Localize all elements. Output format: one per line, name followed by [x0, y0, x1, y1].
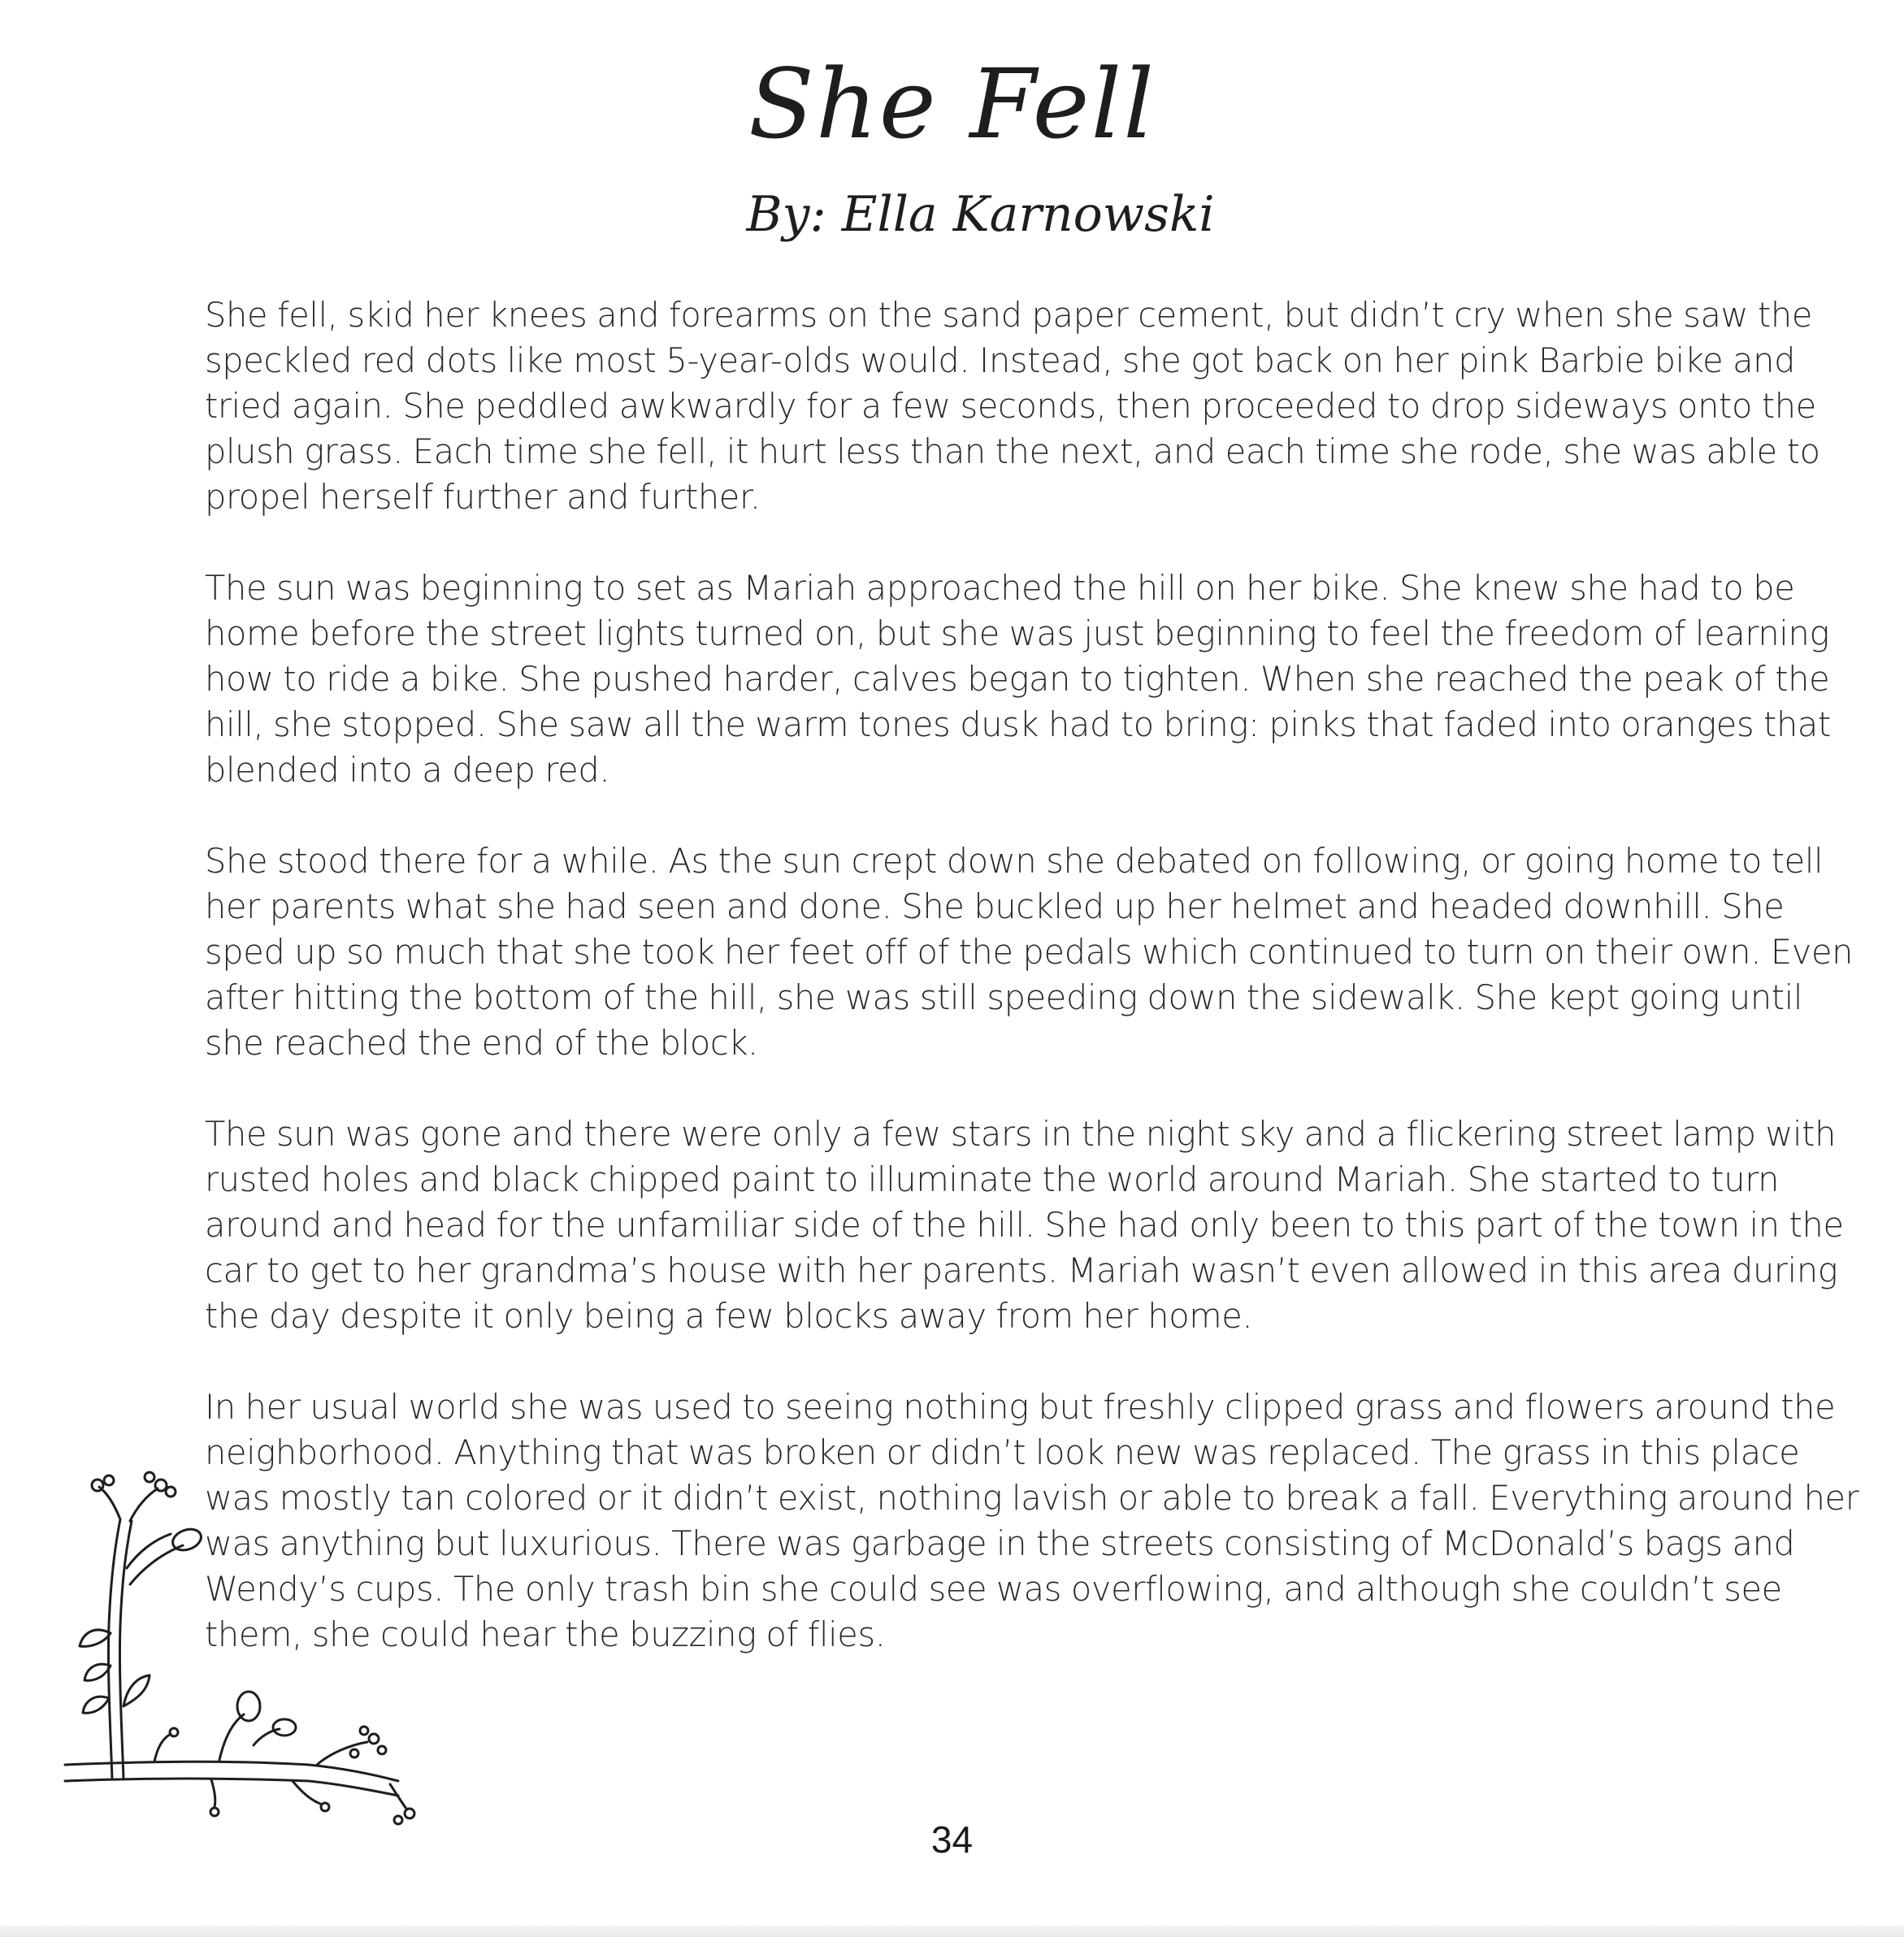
paragraph-4: The sun was gone and there were only a few stars in the night sky and a flickering street lamp with rusted holes and black chipped paint to illuminate the world around Mariah. She started to turn around and head for the unfamiliar side of the hill. She had only been to this part of the town in the car to get to her grandma’s house with her parents. Mariah wasn’t even allowed in this area during the day despite it only being a few blocks away from her home. — [205, 1114, 1844, 1336]
page-bottom-edge — [0, 1926, 1904, 1937]
paragraph-3: She stood there for a while. As the sun crept down she debated on following, or going home to tell her parents what she had seen and done. She buckled up her helmet and headed downhill. She sped up so much that she took her feet off of the pedals which continued to turn on their own. Even after hitting the bottom of the hill, she was still speeding down the sidewalk. She kept going until she reached the end of the block. — [205, 841, 1854, 1063]
paragraph-2: The sun was beginning to set as Mariah approached the hill on her bike. She knew she had to be home before the street lights turned on, but she was just beginning to feel the freedom of learning how to ride a bike. She pushed harder, calves began to tighten. When she reached the peak of the hill, she stopped. She saw all the warm tones dusk had to bring: pinks that faded into oranges that blended into a deep red. — [205, 568, 1831, 790]
story-body — [205, 292, 1871, 1703]
paragraph-5: In her usual world she was used to seeing nothing but freshly clipped grass and flowers around the neighborhood. Anything that was broken or didn’t look new was replaced. The grass in this place was mostly tan colored or it didn’t exist, nothing lavish or able to break a fall. Everything around her was anything but luxurious. There was garbage in the streets consisting of McDonald’s bags and Wendy’s cups. The only trash bin she could see was overflowing, and although she couldn’t see them, she could hear the buzzing of flies. — [205, 1387, 1859, 1654]
story-byline: By: Ella Karnowski — [746, 186, 1215, 243]
vine-branch-drawing-icon — [49, 1462, 431, 1836]
page-number: 34 — [930, 1818, 974, 1861]
paragraph-1: She fell, skid her knees and forearms on the sand paper cement, but didn’t cry when she saw the speckled red dots like most 5-year-olds would. Instead, she got back on her pink Barbie bike and tried again. She peddled awkwardly for a few seconds, then proceeded to drop sideways onto the plush grass. Each time she fell, it hurt less than the next, and each time she rode, she was able to propel herself further and further. — [205, 295, 1820, 517]
story-title: She Fell — [748, 48, 1156, 160]
